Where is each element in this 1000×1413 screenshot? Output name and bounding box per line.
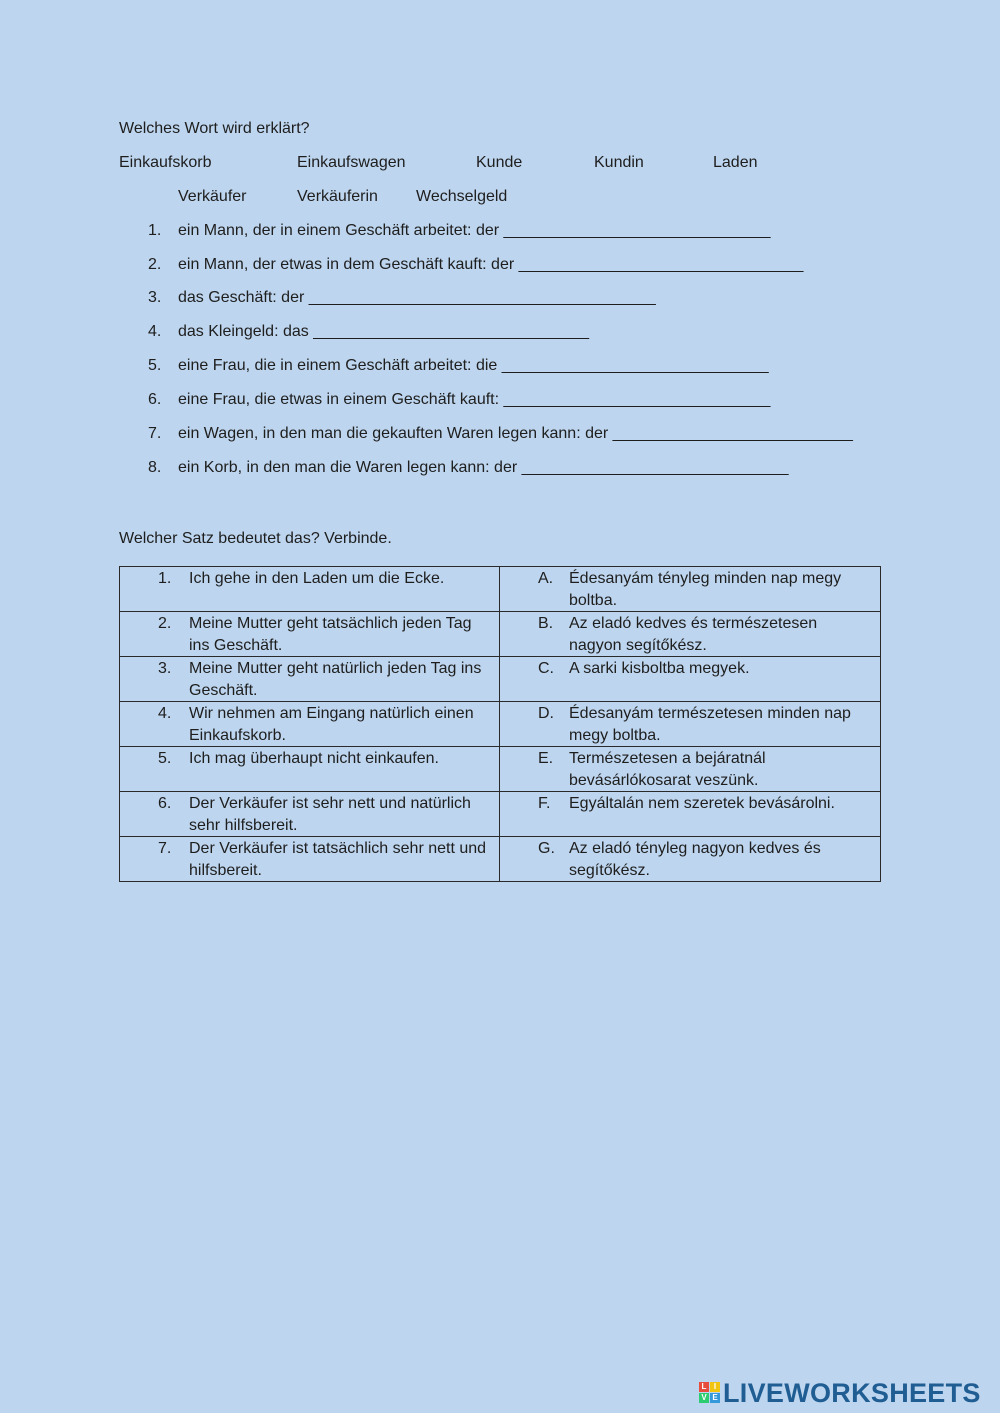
question-item	[0, 391, 1000, 415]
left-number: 6.	[158, 795, 172, 812]
left-sentence: Meine Mutter geht tatsächlich jeden Tag ins Geschäft.	[189, 615, 472, 654]
question-item	[0, 323, 1000, 347]
right-sentence: Természetesen a bejáratnál bevásárlókosarat veszünk.	[569, 750, 766, 789]
right-letter: G.	[538, 840, 555, 857]
right-sentence: A sarki kisboltba megyek.	[569, 660, 750, 677]
question-number: 2.	[148, 256, 162, 273]
left-sentence: Ich gehe in den Laden um die Ecke.	[189, 570, 445, 587]
question-text: ein Wagen, in den man die gekauften Waren legen kann: der	[178, 425, 613, 442]
right-sentence: Egyáltalán nem szeretek bevásárolni.	[569, 795, 835, 812]
right-cell[interactable]	[500, 612, 881, 657]
right-sentence: Édesanyám tényleg minden nap megy boltba.	[569, 570, 842, 609]
answer-blank[interactable]: ______________________________	[503, 222, 771, 239]
left-cell[interactable]	[120, 747, 500, 792]
right-cell[interactable]	[500, 657, 881, 702]
right-letter: B.	[538, 615, 554, 632]
question-item	[0, 256, 1000, 280]
right-cell[interactable]	[500, 792, 881, 837]
question-number: 6.	[148, 391, 162, 408]
question-item	[0, 222, 1000, 246]
question-number: 1.	[148, 222, 162, 239]
left-number: 2.	[158, 615, 172, 632]
right-letter: D.	[538, 705, 554, 722]
question-text: das Geschäft: der	[178, 289, 309, 306]
right-letter: F.	[538, 795, 551, 812]
question-text: eine Frau, die etwas in einem Geschäft kauft:	[178, 391, 504, 408]
left-cell[interactable]	[120, 612, 500, 657]
question-number: 5.	[148, 357, 162, 374]
section1-heading: Welches Wort wird erklärt?	[119, 120, 310, 137]
question-number: 7.	[148, 425, 162, 442]
matching-table	[119, 566, 881, 882]
question-number: 4.	[148, 323, 162, 340]
question-item	[0, 289, 1000, 313]
question-text: ein Mann, der etwas in dem Geschäft kauft: der	[178, 256, 519, 273]
left-sentence: Ich mag überhaupt nicht einkaufen.	[189, 750, 439, 767]
answer-blank[interactable]: ______________________________	[503, 391, 771, 408]
left-cell[interactable]	[120, 567, 500, 612]
question-item	[0, 425, 1000, 449]
answer-blank[interactable]: _______________________________	[313, 323, 590, 340]
logo-mark-icon	[699, 1382, 720, 1404]
logo-mark-cell: V	[699, 1393, 709, 1403]
question-text: eine Frau, die in einem Geschäft arbeitet: die	[178, 357, 502, 374]
left-sentence: Meine Mutter geht natürlich jeden Tag ins Geschäft.	[189, 660, 482, 699]
right-sentence: Édesanyám természetesen minden nap megy boltba.	[569, 705, 851, 744]
question-text: das Kleingeld: das	[178, 323, 314, 340]
logo-mark-cell: L	[699, 1382, 709, 1392]
word-bank-item: Wechselgeld	[416, 188, 508, 205]
section2-heading: Welcher Satz bedeutet das? Verbinde.	[119, 530, 392, 547]
table-row	[120, 837, 881, 882]
answer-blank[interactable]: ________________________________	[518, 256, 804, 273]
table-row	[120, 657, 881, 702]
table-row	[120, 747, 881, 792]
right-letter: A.	[538, 570, 554, 587]
answer-blank[interactable]: _______________________________________	[308, 289, 656, 306]
left-number: 7.	[158, 840, 172, 857]
word-bank-item: Verkäuferin	[297, 188, 378, 205]
logo-mark-cell: I	[710, 1382, 720, 1392]
left-number: 4.	[158, 705, 172, 722]
left-number: 3.	[158, 660, 172, 677]
right-cell[interactable]	[500, 567, 881, 612]
logo-mark-cell: E	[710, 1393, 720, 1403]
table-row	[120, 567, 881, 612]
left-sentence: Wir nehmen am Eingang natürlich einen Einkaufskorb.	[189, 705, 474, 744]
table-row	[120, 612, 881, 657]
logo-text: LIVEWORKSHEETS	[723, 1378, 981, 1408]
right-sentence: Az eladó tényleg nagyon kedves és segítőkész.	[569, 840, 821, 879]
right-sentence: Az eladó kedves és természetesen nagyon segítőkész.	[569, 615, 818, 654]
word-bank-item: Laden	[713, 154, 758, 171]
table-row	[120, 792, 881, 837]
left-sentence: Der Verkäufer ist tatsächlich sehr nett und hilfsbereit.	[189, 840, 487, 879]
table-row	[120, 702, 881, 747]
right-cell[interactable]	[500, 702, 881, 747]
left-cell[interactable]	[120, 792, 500, 837]
question-number: 8.	[148, 459, 162, 476]
question-item	[0, 459, 1000, 483]
left-cell[interactable]	[120, 657, 500, 702]
question-text: ein Mann, der in einem Geschäft arbeitet: der	[178, 222, 504, 239]
left-cell[interactable]	[120, 837, 500, 882]
answer-blank[interactable]: ______________________________	[521, 459, 789, 476]
left-cell[interactable]	[120, 702, 500, 747]
left-number: 5.	[158, 750, 172, 767]
word-bank-item: Kunde	[476, 154, 523, 171]
left-sentence: Der Verkäufer ist sehr nett und natürlich sehr hilfsbereit.	[189, 795, 471, 834]
left-number: 1.	[158, 570, 172, 587]
word-bank-item: Verkäufer	[178, 188, 247, 205]
question-number: 3.	[148, 289, 162, 306]
word-bank-item: Einkaufswagen	[297, 154, 406, 171]
word-bank-item: Einkaufskorb	[119, 154, 212, 171]
answer-blank[interactable]: ______________________________	[501, 357, 769, 374]
right-cell[interactable]	[500, 747, 881, 792]
right-letter: C.	[538, 660, 554, 677]
question-text: ein Korb, in den man die Waren legen kann: der	[178, 459, 522, 476]
answer-blank[interactable]: ___________________________	[612, 425, 853, 442]
right-letter: E.	[538, 750, 554, 767]
word-bank-item: Kundin	[594, 154, 644, 171]
question-item	[0, 357, 1000, 381]
right-cell[interactable]	[500, 837, 881, 882]
